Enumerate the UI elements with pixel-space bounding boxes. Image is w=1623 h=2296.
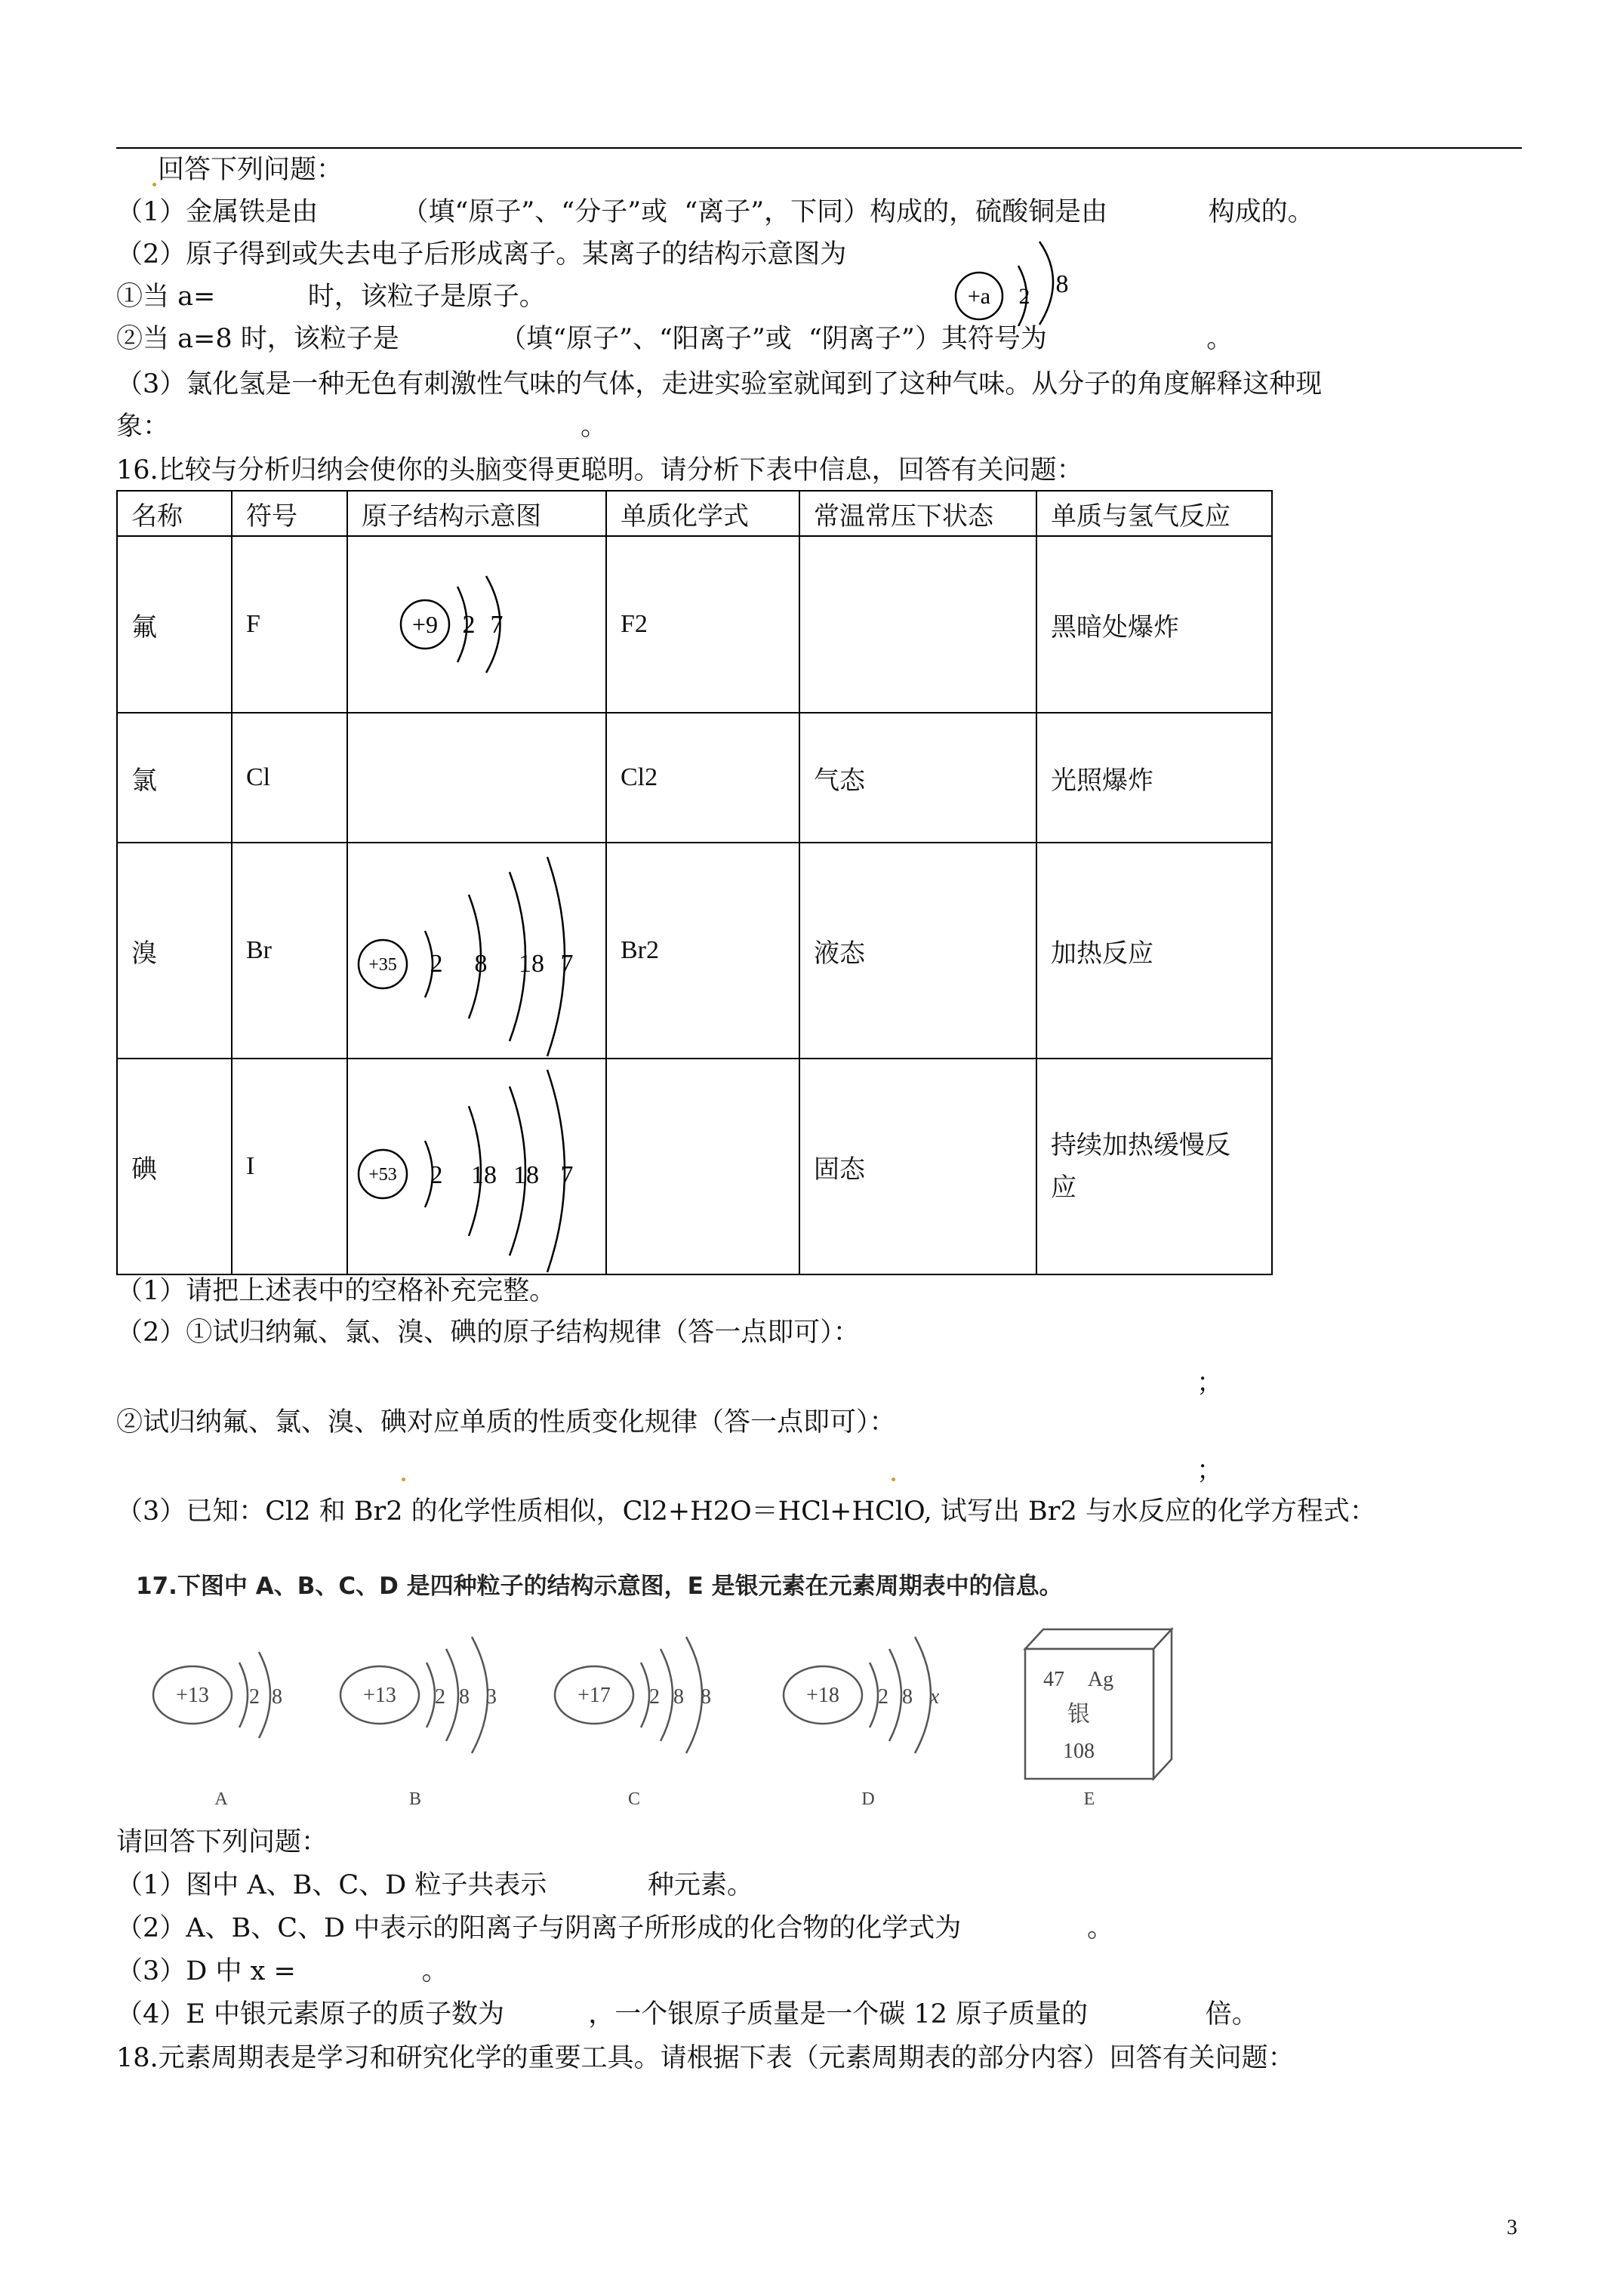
shell-electrons: 2	[462, 611, 476, 639]
nucleus-label: +a	[967, 284, 991, 309]
halogen-table	[116, 490, 1273, 1275]
element-reaction: 光照爆炸	[1036, 713, 1272, 843]
nucleus-label: +18	[806, 1684, 839, 1707]
shell-electrons: 2	[878, 1685, 888, 1709]
particle-label: B	[408, 1789, 422, 1809]
structure-diagram-cell	[347, 713, 606, 843]
element-reaction: 加热反应	[1036, 843, 1272, 1059]
q16-after-4: （3）已知：Cl2 和 Br2 的化学性质相似，Cl2+H2O＝HCl+HClO, 试写出 Br2 与水反应的化学方程式：	[116, 1496, 1376, 1527]
mark-dots	[400, 1448, 897, 1481]
element-formula	[606, 1059, 799, 1274]
table-row	[117, 536, 1272, 713]
particle-c-diagram	[555, 1637, 711, 1809]
q16-after-3: ②试归纳氟、氯、溴、碘对应单质的性质变化规律（答一点即可）：	[116, 1407, 896, 1438]
element-state	[799, 536, 1036, 713]
nucleus-label: +17	[577, 1684, 611, 1707]
q17-prompt: 请回答下列问题：	[116, 1827, 328, 1857]
header-cell: 单质化学式	[606, 491, 799, 536]
reaction-text-line: 持续加热缓慢反	[1051, 1130, 1230, 1160]
element-symbol: Cl	[232, 713, 347, 843]
shell-arc	[870, 1663, 878, 1727]
nucleus-label: +9	[411, 611, 439, 638]
element-name: 氯	[117, 713, 232, 843]
reaction-text-line: 应	[1051, 1173, 1076, 1203]
mark-dot	[402, 1478, 405, 1481]
shell-electrons: 8	[902, 1685, 913, 1709]
element-reaction	[1036, 1059, 1272, 1274]
answer-blank-semicolon: ；	[1196, 1368, 1224, 1398]
shell-arc	[661, 1649, 673, 1741]
shell-electrons: 8	[673, 1685, 684, 1709]
shell-electrons: 2	[649, 1685, 660, 1709]
shell-arc	[1039, 242, 1053, 325]
particle-a-diagram	[153, 1652, 282, 1809]
page-number: 3	[1507, 2216, 1517, 2239]
element-reaction: 黑暗处爆炸	[1036, 536, 1272, 713]
element-name: 氟	[117, 536, 232, 713]
shell-electrons: x	[929, 1685, 940, 1709]
table-header-row	[117, 491, 1272, 536]
cube-side-face	[1153, 1629, 1172, 1779]
q16-after-2: （2）①试归纳氟、氯、溴、碘的原子结构规律（答一点即可）：	[116, 1318, 860, 1348]
shell-arc	[239, 1663, 248, 1727]
shell-arc	[686, 1637, 702, 1753]
table-row	[117, 1059, 1272, 1274]
shell-electrons: 2	[430, 1161, 443, 1189]
q16-after-1: （1）请把上述表中的空格补充完整。	[116, 1276, 556, 1306]
header-cell: 符号	[232, 491, 347, 536]
nucleus-label: +13	[176, 1684, 209, 1707]
element-state: 气态	[799, 713, 1036, 843]
shell-electrons: 8	[701, 1685, 711, 1709]
iodine-structure-diagram	[348, 1059, 607, 1274]
shell-electrons: 18	[513, 1161, 539, 1189]
shell-electrons: 18	[519, 950, 544, 978]
element-name: 银	[1067, 1702, 1090, 1727]
shell-electrons: 2	[435, 1685, 445, 1709]
shell-electrons: 2	[430, 950, 443, 978]
header-cell: 常温常压下状态	[799, 491, 1036, 536]
cube-top-face	[1025, 1629, 1172, 1649]
q16-intro: 16.比较与分析归纳会使你的头脑变得更聪明。请分析下表中信息，回答有关问题：	[116, 455, 1083, 485]
element-name: 溴	[117, 843, 232, 1059]
q17-question-1: （1）图中 A、B、C、D 粒子共表示 种元素。	[116, 1870, 753, 1900]
shell-electrons: 7	[560, 1161, 574, 1189]
q15-part2: （2）原子得到或失去电子后形成离子。某离子的结构示意图为	[116, 239, 847, 270]
atomic-mass: 108	[1063, 1740, 1095, 1763]
q15-intro: 回答下列问题：	[151, 153, 343, 186]
atomic-number: 47	[1043, 1668, 1064, 1691]
shell-arc	[915, 1637, 931, 1753]
q15-part2-b: ②当 a=8 时，该粒子是 （填“原子”、“阳离子”或 “阴离子”）其符号为 。	[116, 324, 1233, 354]
particle-diagrams-figure	[147, 1616, 1204, 1812]
shell-electrons: 7	[560, 950, 574, 978]
shell-electrons: 8	[459, 1685, 470, 1709]
structure-diagram-cell	[347, 843, 606, 1059]
q15-part3-cont: 象： 。	[116, 411, 608, 442]
structure-diagram-cell	[347, 536, 606, 713]
element-symbol: I	[232, 1059, 347, 1274]
element-symbol: F	[232, 536, 347, 713]
shell-electrons: 2	[1018, 284, 1030, 309]
nucleus-label: +13	[363, 1684, 396, 1707]
shell-electrons: 3	[486, 1685, 497, 1709]
q15-part3: （3）氯化氢是一种无色有刺激性气味的气体，走进实验室就闻到了这种气味。从分子的角度解释这种现	[116, 369, 1323, 399]
element-state: 液态	[799, 843, 1036, 1059]
shell-electrons: 2	[249, 1685, 260, 1709]
element-state: 固态	[799, 1059, 1036, 1274]
answer-blank-semicolon: ；	[1196, 1456, 1224, 1486]
shell-electrons: 8	[272, 1685, 282, 1709]
shell-arc	[259, 1652, 270, 1738]
particle-d-diagram	[784, 1637, 940, 1809]
shell-electrons: 7	[490, 611, 504, 639]
q15-part1: （1）金属铁是由 （填“原子”、“分子”或 “离子”，下同）构成的，硫酸铜是由 构成的。	[116, 197, 1314, 227]
q18-intro: 18.元素周期表是学习和研究化学的重要工具。请根据下表（元素周期表的部分内容）回答有关问题：	[116, 2043, 1295, 2073]
header-cell: 原子结构示意图	[347, 491, 606, 536]
nucleus-label: +35	[368, 955, 397, 975]
table-row	[117, 713, 1272, 843]
element-symbol: Br	[232, 843, 347, 1059]
element-formula: Cl2	[606, 713, 799, 843]
element-name: 碘	[117, 1059, 232, 1274]
particle-label: A	[214, 1789, 228, 1809]
particle-label: C	[627, 1789, 641, 1809]
table-row	[117, 843, 1272, 1059]
element-symbol: Ag	[1087, 1668, 1114, 1691]
q17-question-2: （2）A、B、C、D 中表示的阳离子与阴离子所形成的化合物的化学式为 。	[116, 1913, 1114, 1943]
q17-question-3: （3）D 中 x = 。	[116, 1956, 448, 1986]
shell-electrons: 8	[474, 950, 488, 978]
q17-title: 17.下图中 A、B、C、D 是四种粒子的结构示意图，E 是银元素在元素周期表中的信息。	[136, 1573, 1063, 1600]
element-formula: F2	[606, 536, 799, 713]
shell-electrons: 8	[1055, 270, 1069, 298]
ion-structure-diagram	[947, 236, 1091, 326]
shell-electrons: 18	[471, 1161, 497, 1189]
mark-dot	[152, 183, 156, 186]
bromine-structure-diagram	[348, 843, 607, 1058]
header-cell: 名称	[117, 491, 232, 536]
shell-arc	[427, 1663, 435, 1727]
fluorine-structure-diagram	[348, 537, 607, 712]
q15-part2-a: ①当 a= 时，该粒子是原子。	[116, 282, 546, 312]
shell-arc	[889, 1649, 901, 1741]
shell-arc	[446, 1649, 458, 1741]
particle-label: D	[861, 1789, 875, 1809]
silver-element-cube	[1025, 1629, 1172, 1809]
header-rule	[116, 147, 1522, 149]
shell-arc	[641, 1663, 649, 1727]
mark-dot	[892, 1478, 895, 1481]
particle-b-diagram	[340, 1637, 497, 1809]
element-formula: Br2	[606, 843, 799, 1059]
shell-arc	[472, 1637, 488, 1753]
q17-question-4: （4）E 中银元素原子的质子数为 ，一个银原子质量是一个碳 12 原子质量的 倍。	[116, 1999, 1258, 2029]
header-cell: 单质与氢气反应	[1036, 491, 1272, 536]
structure-diagram-cell	[347, 1059, 606, 1274]
particle-label: E	[1083, 1789, 1095, 1809]
nucleus-label: +53	[368, 1165, 397, 1185]
